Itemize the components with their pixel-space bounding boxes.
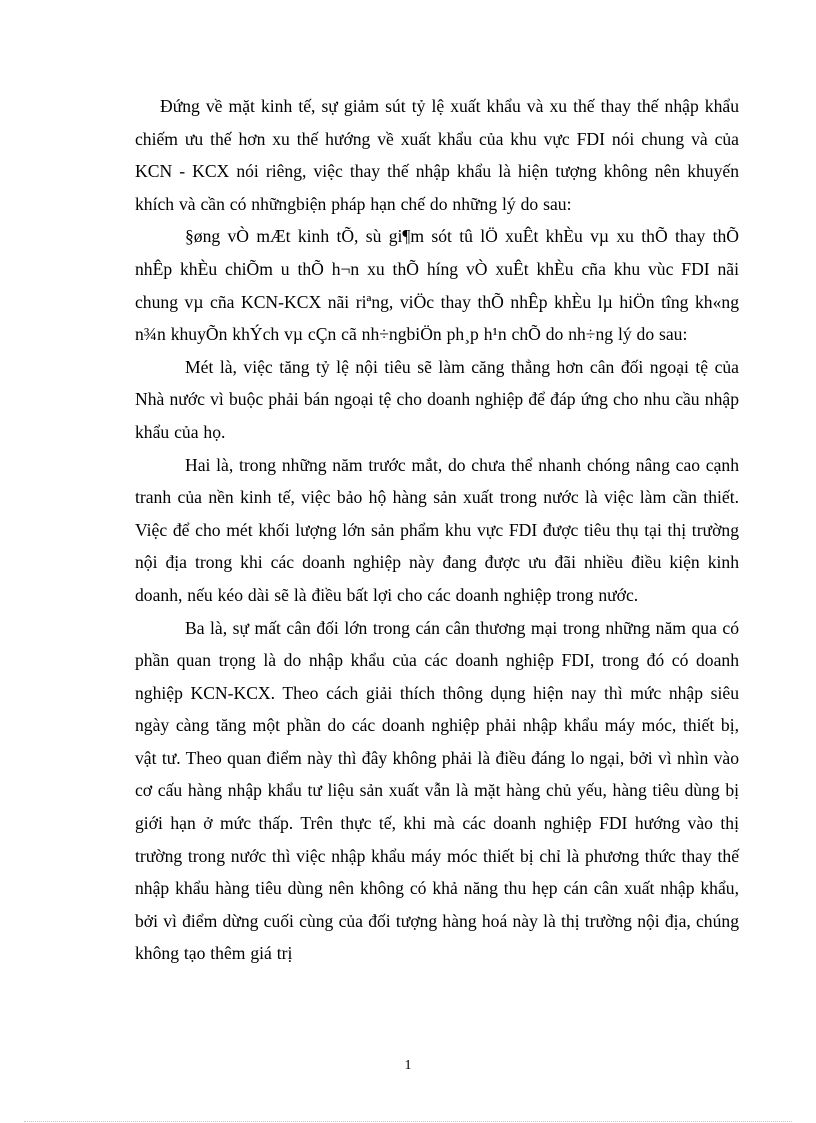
paragraph-reason-two: Hai là, trong những năm trước mắt, do chưa thể nhanh chóng nâng cao cạnh tranh của nền kinh tế, việc bảo hộ hàng sản xuất trong nước là việc làm cần thiết. Việc để cho mét khối lượng lớn sản phẩm khu vực FDI được tiêu thụ tại thị trường nội địa trong khi các doanh nghiệp này đang được ưu đãi nhiều điều kiện kinh doanh, nếu kéo dài sẽ là điều bất lợi cho các doanh nghiệp trong nước. [135,454,739,605]
body-text [135,90,739,970]
paragraph-intro: Đứng về mặt kinh tế, sự giảm sút tỷ lệ xuất khẩu và xu thế thay thế nhập khẩu chiếm ưu thế hơn xu thế hướng về xuất khẩu của khu vực FDI nói chung và của KCN - KCX nói riêng, việc thay thế nhập khẩu là hiện tượng không nên khuyến khích và cần có nhữngbiện pháp hạn chế do những lý do sau: [135,96,739,214]
page-bottom-divider [24,1121,792,1122]
paragraph-garbled-duplicate: §øng vÒ mÆt kinh tÕ, sù gi¶m sót tû lÖ xuÊt khÈu vµ xu thÕ thay thÕ nhÊp khÈu chiÕm u thÕ h¬n xu thÕ híng vÒ xuÊt khÈu cña khu vùc FDI nãi chung vµ cña KCN-KCX nãi riªng, viÖc thay thÕ nhÊp khÈu lµ hiÖn tîng kh«ng n¾n khuyÕn khÝch vµ cÇn cã nh÷ngbiÖn ph¸p h¹n chÕ do nh÷ng lý do sau: [135,226,739,345]
paragraph-reason-one: Mét là, việc tăng tỷ lệ nội tiêu sẽ làm căng thẳng hơn cân đối ngoại tệ của Nhà nước vì buộc phải bán ngoại tệ cho doanh nghiệp để đáp ứng cho nhu cầu nhập khẩu của họ. [135,356,739,442]
paragraph-reason-three: Ba là, sự mất cân đối lớn trong cán cân thương mại trong những năm qua có phần quan trọng là do nhập khẩu của các doanh nghiệp FDI, trong đó có doanh nghiệp KCN-KCX. Theo cách giải thích thông dụng hiện nay thì mức nhập siêu ngày càng tăng một phần do các doanh nghiệp phải nhập khẩu máy móc, thiết bị, vật tư. Theo quan điểm này thì đây không phải là điều đáng lo ngại, bởi vì nhìn vào cơ cấu hàng nhập khẩu tư liệu sản xuất vẫn là mặt hàng chủ yếu, hàng tiêu dùng bị giới hạn ở mức thấp. Trên thực tế, khi mà các doanh nghiệp FDI hướng vào thị trường trong nước thì việc nhập khẩu máy móc thiết bị chỉ là phương thức thay thế nhập khẩu hàng tiêu dùng nên không có khả năng thu hẹp cán cân xuất nhập khẩu, bởi vì điểm dừng cuối cùng của đối tượng hàng hoá này là thị trường nội địa, chúng không tạo thêm giá trị [135,617,739,964]
page-number: 1 [404,1058,412,1073]
